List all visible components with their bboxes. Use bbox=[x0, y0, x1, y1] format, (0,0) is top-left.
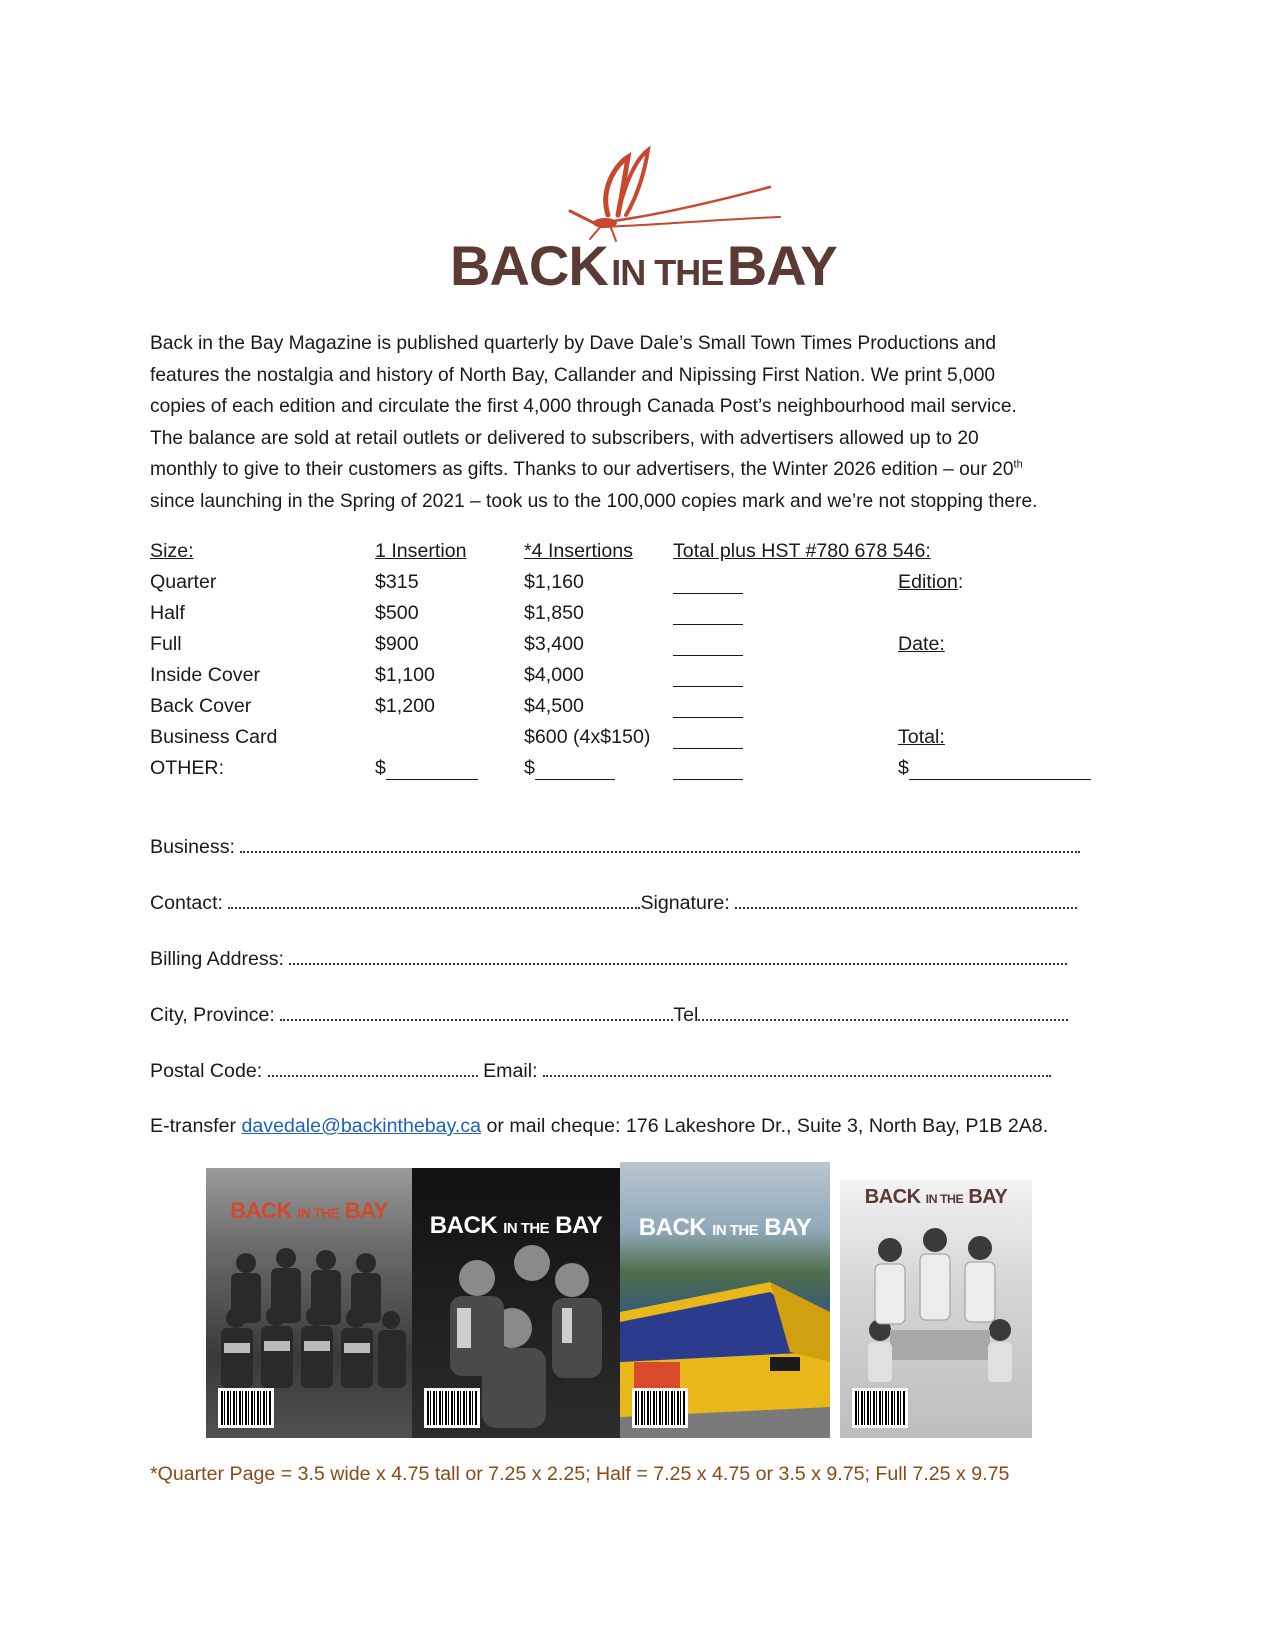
signature-field[interactable] bbox=[735, 891, 1077, 909]
date-label: Date: bbox=[898, 633, 945, 655]
magazine-logo bbox=[450, 145, 837, 297]
rate-one: $315 bbox=[375, 571, 419, 593]
logo-word-in-the: IN THE bbox=[611, 252, 724, 293]
rate-row-inside-cover bbox=[0, 664, 1275, 694]
cover-title: BACK IN THE BAY bbox=[638, 1214, 812, 1241]
intro-line: Back in the Bay Magazine is published quarterly by Dave Dale’s Small Town Times Productions and bbox=[150, 333, 997, 354]
signature-label: Signature: bbox=[640, 892, 730, 914]
postal-label: Postal Code: bbox=[150, 1060, 263, 1082]
rate-one: $500 bbox=[375, 602, 419, 624]
cover-image-hockey bbox=[206, 1168, 412, 1438]
total-blank[interactable] bbox=[673, 726, 743, 749]
contact-label: Contact: bbox=[150, 892, 223, 914]
postal-field[interactable] bbox=[268, 1059, 478, 1077]
logo-wordmark bbox=[450, 233, 837, 298]
barcode-icon bbox=[852, 1388, 908, 1428]
rate-row-quarter bbox=[0, 571, 1275, 601]
cover-image-portrait bbox=[412, 1168, 620, 1438]
rate-row-business-card bbox=[0, 726, 1275, 756]
header-one-insertion: 1 Insertion bbox=[375, 540, 467, 562]
rate-size: Full bbox=[150, 633, 182, 655]
rate-row-other bbox=[0, 757, 1275, 787]
barcode-icon bbox=[218, 1388, 274, 1428]
email-label: Email: bbox=[483, 1060, 538, 1082]
other-one-field[interactable]: $ bbox=[375, 757, 478, 780]
business-field[interactable] bbox=[240, 835, 1080, 853]
cover-title: BACK IN THE BAY bbox=[230, 1198, 388, 1223]
tel-field[interactable] bbox=[698, 1003, 1068, 1021]
tel-label: Tel bbox=[673, 1004, 699, 1026]
city-label: City, Province: bbox=[150, 1004, 275, 1026]
ordinal-suffix: th bbox=[1013, 458, 1023, 471]
rate-four: $4,500 bbox=[524, 695, 584, 717]
rate-one: $1,100 bbox=[375, 664, 435, 686]
rate-four: $1,160 bbox=[524, 571, 584, 593]
business-line bbox=[150, 835, 1150, 865]
barcode-icon bbox=[632, 1388, 688, 1428]
rate-size: Business Card bbox=[150, 726, 278, 748]
rate-size: Inside Cover bbox=[150, 664, 260, 686]
cover-image-train bbox=[620, 1162, 830, 1438]
billing-field[interactable] bbox=[289, 947, 1067, 965]
rate-four: $4,000 bbox=[524, 664, 584, 686]
city-field[interactable] bbox=[280, 1003, 673, 1021]
intro-line: features the nostalgia and history of North Bay, Callander and Nipissing First Nation. We print 5,000 bbox=[150, 364, 996, 386]
billing-line bbox=[150, 947, 1150, 977]
billing-label: Billing Address: bbox=[150, 948, 284, 970]
rate-one: $900 bbox=[375, 633, 419, 655]
mosquito-icon bbox=[450, 145, 830, 245]
total-blank[interactable] bbox=[673, 664, 743, 687]
total-blank[interactable] bbox=[673, 757, 743, 780]
contact-field[interactable] bbox=[228, 891, 640, 909]
edition-label: Edition: bbox=[898, 571, 964, 593]
rate-size: Half bbox=[150, 602, 185, 624]
rate-row-full bbox=[0, 633, 1275, 663]
total-blank[interactable] bbox=[673, 571, 743, 594]
logo-word-back: BACK bbox=[450, 234, 608, 297]
total-blank[interactable] bbox=[673, 695, 743, 718]
cover-title: BACK IN THE BAY bbox=[429, 1212, 603, 1239]
rate-table-header bbox=[0, 540, 1275, 570]
total-label: Total: bbox=[898, 726, 945, 748]
payment-prefix: E-transfer bbox=[150, 1115, 237, 1137]
rate-four: $1,850 bbox=[524, 602, 584, 624]
payment-suffix: or mail cheque: 176 Lakeshore Dr., Suite 3, North Bay, P1B 2A8. bbox=[486, 1115, 1049, 1137]
intro-line: copies of each edition and circulate the first 4,000 through Canada Post’s neighbourhood mail service. bbox=[150, 396, 1017, 417]
rate-four: $600 (4x$150) bbox=[524, 726, 651, 748]
payment-line bbox=[150, 1115, 1150, 1145]
grand-total-field[interactable]: $ bbox=[898, 757, 1091, 780]
payment-email-link[interactable]: davedale@backinthebay.ca bbox=[241, 1115, 482, 1137]
email-field[interactable] bbox=[543, 1059, 1051, 1077]
size-footnote: *Quarter Page = 3.5 wide x 4.75 tall or 7.25 x 2.25; Half = 7.25 x 4.75 or 3.5 x 9.75; Full 7.25 x 9.75 bbox=[150, 1463, 1010, 1485]
header-total: Total plus HST #780 678 546: bbox=[673, 540, 931, 562]
rate-size: Back Cover bbox=[150, 695, 252, 717]
intro-line: since launching in the Spring of 2021 – took us to the 100,000 copies mark and we’re not stopping there. bbox=[150, 490, 1038, 512]
intro-line-text: monthly to give to their customers as gifts. Thanks to our advertisers, the Winter 2026 edition – our 20 bbox=[150, 459, 1014, 480]
rate-size: OTHER: bbox=[150, 757, 225, 779]
rate-one: $1,200 bbox=[375, 695, 435, 717]
total-blank[interactable] bbox=[673, 633, 743, 656]
postal-email-line bbox=[150, 1059, 1150, 1089]
city-line bbox=[150, 1003, 1150, 1033]
barcode-icon bbox=[424, 1388, 480, 1428]
contact-line bbox=[150, 891, 1150, 921]
intro-paragraph bbox=[150, 328, 1130, 517]
rate-row-half bbox=[0, 602, 1275, 632]
logo-word-bay: BAY bbox=[726, 234, 837, 297]
intro-line: The balance are sold at retail outlets or delivered to subscribers, with advertisers allowed up to 20 bbox=[150, 427, 979, 449]
total-blank[interactable] bbox=[673, 602, 743, 625]
rate-size: Quarter bbox=[150, 571, 217, 593]
business-label: Business: bbox=[150, 836, 235, 858]
header-size: Size: bbox=[150, 540, 194, 562]
header-four-insertions: *4 Insertions bbox=[524, 540, 633, 562]
cover-image-children bbox=[840, 1180, 1032, 1438]
cover-title: BACK IN THE BAY bbox=[864, 1186, 1008, 1208]
rate-four: $3,400 bbox=[524, 633, 584, 655]
intro-line bbox=[150, 454, 1130, 486]
other-four-field[interactable]: $ bbox=[524, 757, 615, 780]
rate-row-back-cover bbox=[0, 695, 1275, 725]
